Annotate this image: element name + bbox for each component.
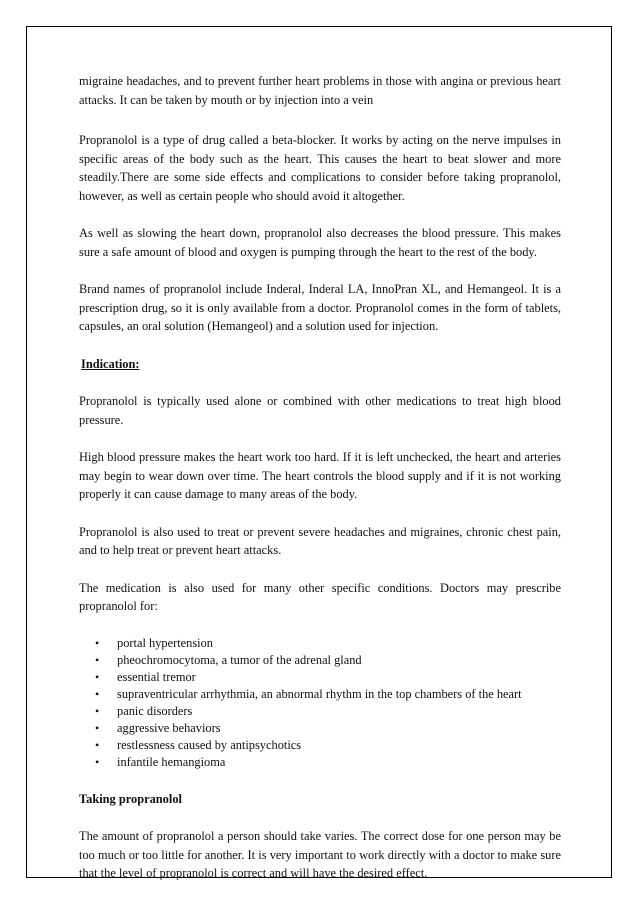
list-item: • restlessness caused by antipsychotics (95, 737, 302, 752)
bullet-icon: • (95, 737, 100, 752)
list-item: • essential tremor (95, 669, 196, 684)
list-item: • aggressive behaviors (95, 720, 221, 735)
section-heading-taking: Taking propranolol (79, 791, 182, 806)
paragraph: Propranolol is a type of drug called a beta-blocker. It works by acting on the nerve impulses in specific areas of the body such as the heart. This causes the heart to beat slower and more steadily.There are some side effects and complications to consider before taking propranolol, however, as well as certain people who should avoid it altogether. (79, 133, 561, 203)
paragraph: High blood pressure makes the heart work too hard. If it is left unchecked, the heart and arteries may begin to wear down over time. The heart controls the blood supply and if it is not working properly it can cause damage to many areas of the body. (79, 450, 561, 501)
list-item: • pheochromocytoma, a tumor of the adrenal gland (95, 652, 362, 667)
bullet-icon: • (95, 754, 100, 769)
conditions-list (79, 635, 561, 771)
bullet-icon: • (95, 720, 100, 735)
document-body (79, 72, 561, 883)
paragraph: The medication is also used for many other specific conditions. Doctors may prescribe propranolol for: (79, 580, 561, 613)
list-item: • supraventricular arrhythmia, an abnormal rhythm in the top chambers of the heart (95, 686, 522, 701)
paragraph: As well as slowing the heart down, propranolol also decreases the blood pressure. This makes sure a safe amount of blood and oxygen is pumping through the heart to the rest of the body. (79, 226, 561, 259)
bullet-icon: • (95, 669, 100, 684)
section-heading-indication: Indication: (81, 356, 140, 371)
paragraph: migraine headaches, and to prevent further heart problems in those with angina or previous heart attacks. It can be taken by mouth or by injection into a vein (79, 74, 561, 107)
list-item: • panic disorders (95, 703, 193, 718)
paragraph: Propranolol is also used to treat or prevent severe headaches and migraines, chronic chest pain, and to help treat or prevent heart attacks. (79, 524, 561, 557)
paragraph: Brand names of propranolol include Inderal, Inderal LA, InnoPran XL, and Hemangeol. It is a prescription drug, so it is only available from a doctor. Propranolol comes in the form of tablets, capsules, an oral solution (Hemangeol) and a solution used for injection. (79, 282, 561, 333)
paragraph: The amount of propranolol a person should take varies. The correct dose for one person may be too much or too little for another. It is very important to work directly with a doctor to make sure that the level of propranolol is correct and will have the desired effect. (79, 829, 561, 880)
bullet-icon: • (95, 635, 100, 650)
bullet-icon: • (95, 652, 100, 667)
bullet-icon: • (95, 686, 100, 701)
list-item: • infantile hemangioma (95, 754, 226, 769)
bullet-icon: • (95, 703, 100, 718)
paragraph: Propranolol is typically used alone or combined with other medications to treat high blood pressure. (79, 394, 561, 427)
list-item: • portal hypertension (95, 635, 214, 650)
